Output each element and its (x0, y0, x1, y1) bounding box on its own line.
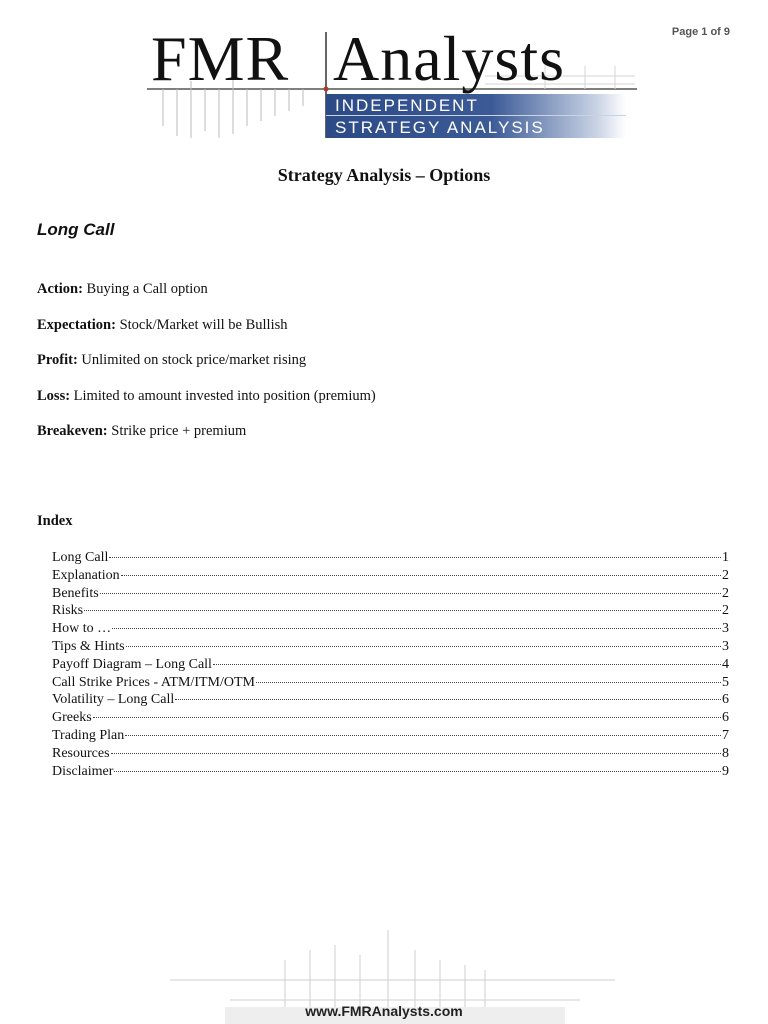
toc-entry-label: Volatility – Long Call (52, 692, 175, 708)
toc-leader-dots (126, 646, 721, 647)
field-label: Profit: (37, 352, 78, 368)
toc-entry-label: Long Call (52, 550, 109, 565)
toc-leader-dots (125, 735, 721, 736)
toc-entry-page: 6 (722, 692, 729, 708)
toc-entry-label: Risks (52, 603, 84, 619)
toc-leader-dots (114, 771, 721, 772)
toc-entry-page: 2 (722, 603, 729, 619)
index-title: Index (37, 513, 73, 529)
toc-entry-risks[interactable] (52, 602, 729, 620)
toc-entry-page: 3 (722, 621, 729, 637)
field-loss (37, 388, 376, 405)
logo-word-analysts: Analysts (333, 23, 565, 94)
toc-leader-dots (109, 557, 721, 558)
toc-entry-page: 8 (722, 745, 729, 761)
toc-leader-dots (93, 717, 721, 718)
toc-entry-resources[interactable] (52, 745, 729, 763)
logo-tagline-strategy-analysis: STRATEGY ANALYSIS (335, 118, 545, 137)
field-value: Limited to amount invested into position (premium) (73, 388, 376, 404)
field-label: Action: (37, 281, 83, 297)
toc-entry-explanation[interactable] (52, 567, 729, 585)
toc-entry-page: 7 (722, 727, 729, 743)
toc-leader-dots (175, 699, 721, 700)
toc-entry-disclaimer[interactable] (52, 763, 729, 781)
toc-entry-label: Resources (52, 745, 110, 761)
field-label: Breakeven: (37, 423, 108, 439)
toc-leader-dots (84, 610, 721, 611)
toc-entry-trading-plan[interactable] (52, 727, 729, 745)
logo-tagline-independent: INDEPENDENT (335, 96, 479, 115)
logo-word-fmr: FMR (151, 23, 290, 94)
toc-entry-page: 2 (722, 567, 729, 583)
field-action (37, 281, 208, 298)
toc-entry-tips-hints[interactable] (52, 638, 729, 656)
toc-entry-label: Explanation (52, 567, 120, 583)
toc-entry-label: Tips & Hints (52, 638, 125, 654)
toc-entry-page: 6 (722, 710, 729, 726)
toc-leader-dots (213, 664, 721, 665)
toc-entry-page: 4 (722, 656, 729, 672)
field-value: Stock/Market will be Bullish (119, 317, 288, 333)
fmr-analysts-logo (145, 23, 640, 144)
field-label: Expectation: (37, 317, 116, 333)
page-indicator: Page 1 of 9 (671, 26, 730, 38)
field-value: Buying a Call option (86, 281, 208, 297)
toc-entry-long-call[interactable] (52, 549, 729, 567)
toc-entry-page: 1 (722, 550, 729, 565)
toc-leader-dots (112, 628, 721, 629)
toc-entry-label: How to … (52, 621, 112, 637)
field-value: Unlimited on stock price/market rising (81, 352, 307, 368)
toc-leader-dots (100, 593, 721, 594)
toc-entry-greeks[interactable] (52, 709, 729, 727)
toc-leader-dots (256, 682, 721, 683)
toc-entry-call-strike-prices[interactable] (52, 674, 729, 692)
section-heading: Long Call (37, 220, 115, 239)
toc-entry-page: 9 (722, 763, 729, 779)
field-value: Strike price + premium (111, 423, 247, 439)
toc-entry-volatility[interactable] (52, 691, 729, 709)
toc-entry-page: 2 (722, 585, 729, 601)
field-profit (37, 352, 306, 369)
toc-entry-page: 3 (722, 638, 729, 654)
field-breakeven (37, 423, 246, 440)
toc-entry-label: Trading Plan (52, 727, 125, 743)
footer-website-link[interactable]: www.FMRAnalysts.com (305, 1003, 463, 1019)
toc-entry-payoff-diagram[interactable] (52, 656, 729, 674)
field-expectation (37, 317, 288, 334)
toc-leader-dots (121, 575, 721, 576)
field-label: Loss: (37, 388, 71, 404)
toc-entry-page: 5 (722, 674, 729, 690)
toc-entry-label: Disclaimer (52, 763, 114, 779)
toc-entry-label: Benefits (52, 585, 99, 601)
toc-entry-label: Call Strike Prices - ATM/ITM/OTM (52, 674, 255, 690)
table-of-contents (52, 549, 729, 780)
toc-entry-benefits[interactable] (52, 585, 729, 603)
toc-leader-dots (111, 753, 721, 754)
toc-entry-how-to[interactable] (52, 620, 729, 638)
toc-entry-label: Greeks (52, 710, 92, 726)
toc-entry-label: Payoff Diagram – Long Call (52, 656, 212, 672)
document-title: Strategy Analysis – Options (277, 165, 491, 185)
